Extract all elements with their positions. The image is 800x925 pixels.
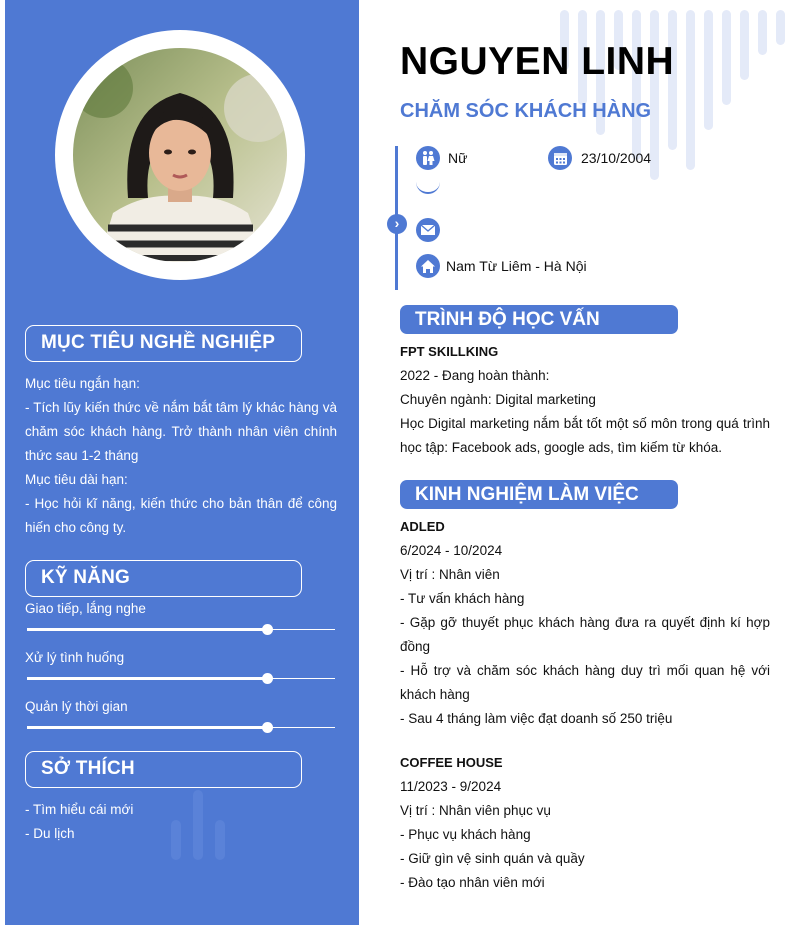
- home-icon: [416, 254, 440, 278]
- gender-text: Nữ: [448, 150, 468, 166]
- job-bullet: - Giữ gìn vệ sinh quán và quầy: [400, 851, 585, 866]
- hobby-item: - Du lịch: [25, 826, 75, 841]
- profile-photo-frame: [55, 30, 305, 280]
- calendar-icon: [548, 146, 572, 170]
- long-goal-title: Mục tiêu dài hạn:: [25, 472, 128, 487]
- skill-label: Quản lý thời gian: [25, 699, 128, 714]
- address-text: Nam Từ Liêm - Hà Nội: [446, 258, 587, 274]
- job-bullet: - Tư vấn khách hàng: [400, 591, 525, 606]
- short-goal-text: - Tích lũy kiến thức về nắm bắt tâm lý khác hàng và chăm sóc khách hàng. Trở thành nhân viên chính thức sau 1-2 tháng: [25, 400, 337, 463]
- candidate-name: NGUYEN LINH: [400, 40, 675, 83]
- birthdate-text: 23/10/2004: [581, 150, 652, 166]
- long-goal-text: - Học hỏi kĩ năng, kiến thức cho bản thân để công hiến cho công ty.: [25, 496, 337, 535]
- profile-photo: [73, 48, 287, 262]
- skill-bar-fill: [27, 726, 267, 729]
- gender-icon: [416, 146, 440, 170]
- hobbies-heading: SỞ THÍCH: [25, 751, 302, 788]
- candidate-role: CHĂM SÓC KHÁCH HÀNG: [400, 100, 652, 122]
- education-period: 2022 - Đang hoàn thành:: [400, 368, 550, 383]
- education-heading: TRÌNH ĐỘ HỌC VẤN: [400, 305, 678, 334]
- short-goal-title: Mục tiêu ngắn hạn:: [25, 376, 140, 391]
- job-position: Vị trí : Nhân viên phục vụ: [400, 803, 551, 818]
- job-bullet: - Phục vụ khách hàng: [400, 827, 531, 842]
- portrait-icon: [73, 48, 287, 262]
- job-company: ADLED: [400, 519, 445, 534]
- career-goal-heading: MỤC TIÊU NGHỀ NGHIỆP: [25, 325, 302, 362]
- skill-bar: [27, 678, 335, 679]
- education-description: Học Digital marketing nắm bắt tốt một số môn trong quá trình học tập: Facebook ads, google ads, tìm kiếm từ khóa.: [400, 416, 770, 455]
- skill-level-dot: [262, 673, 273, 684]
- job-period: 6/2024 - 10/2024: [400, 543, 503, 558]
- skills-heading: KỸ NĂNG: [25, 560, 302, 597]
- job-period: 11/2023 - 9/2024: [400, 779, 502, 794]
- chevron-right-icon[interactable]: ›: [387, 214, 407, 234]
- experience-heading: KINH NGHIỆM LÀM VIỆC: [400, 480, 678, 509]
- education-major: Chuyên ngành: Digital marketing: [400, 392, 596, 407]
- skill-label: Xử lý tình huống: [25, 650, 125, 665]
- job-bullet: - Gặp gỡ thuyết phục khách hàng đưa ra quyết định kí hợp đồng: [400, 615, 770, 654]
- phone-icon: [416, 180, 440, 194]
- job-position: Vị trí : Nhân viên: [400, 567, 500, 582]
- skill-bar-fill: [27, 677, 267, 680]
- skill-level-dot: [262, 624, 273, 635]
- skill-bar: [27, 727, 335, 728]
- skill-label: Giao tiếp, lắng nghe: [25, 601, 146, 616]
- job-bullet: - Hỗ trợ và chăm sóc khách hàng duy trì mối quan hệ với khách hàng: [400, 663, 770, 702]
- mail-icon: [416, 218, 440, 242]
- job-bullet: - Đào tạo nhân viên mới: [400, 875, 545, 890]
- skill-bar: [27, 629, 335, 630]
- job-bullet: - Sau 4 tháng làm việc đạt doanh số 250 triệu: [400, 711, 673, 726]
- sidebar: [5, 0, 359, 925]
- hobby-item: - Tìm hiểu cái mới: [25, 802, 134, 817]
- skill-bar-fill: [27, 628, 267, 631]
- job-company: COFFEE HOUSE: [400, 755, 503, 770]
- school-name: FPT SKILLKING: [400, 344, 499, 359]
- skill-level-dot: [262, 722, 273, 733]
